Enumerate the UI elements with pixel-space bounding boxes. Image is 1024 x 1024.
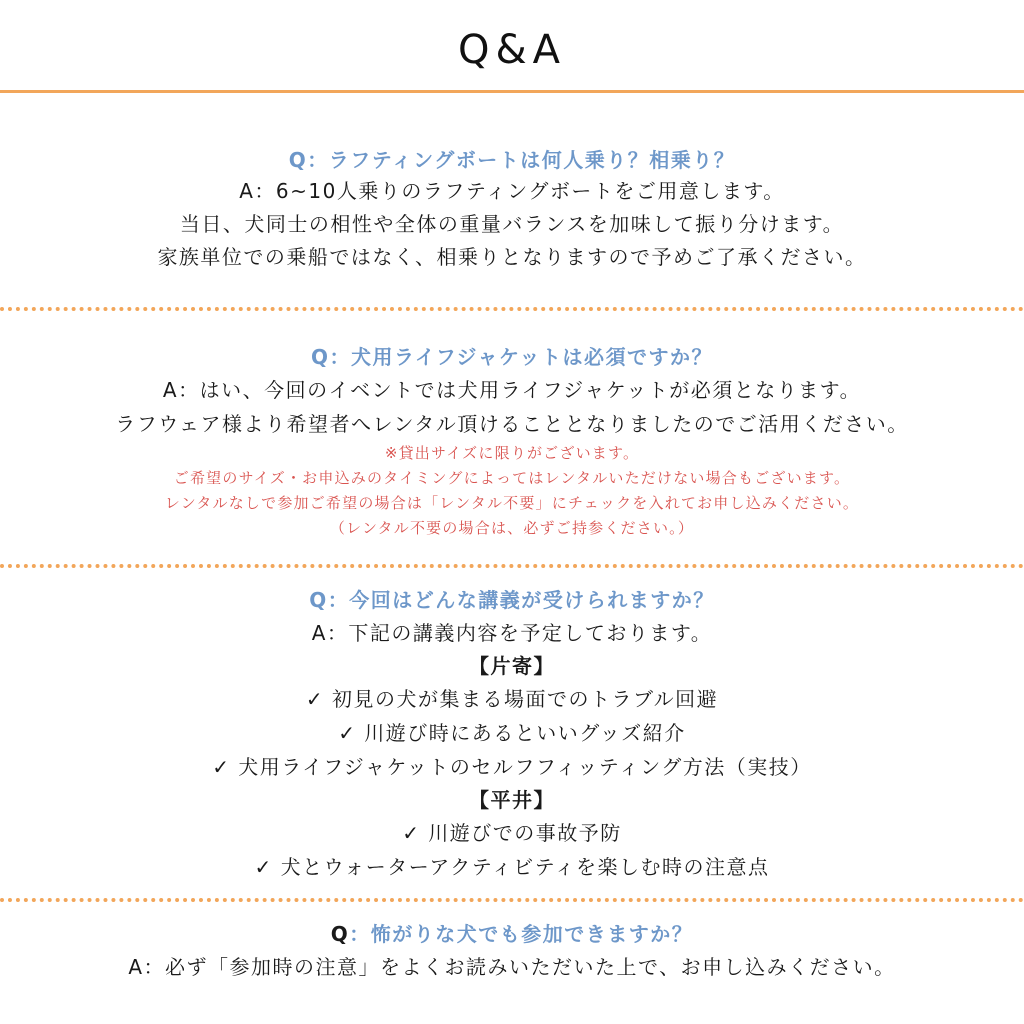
question-4 [0, 918, 1024, 950]
qa-block-3 [0, 584, 1024, 884]
qa-block-1 [0, 145, 1024, 274]
qa-block-4 [0, 918, 1024, 984]
lecture-item: ✓ 犬用ライフジャケットのセルフフィッティング方法（実技） [212, 755, 812, 779]
question-2: Q：犬用ライフジャケットは必須ですか？ [310, 345, 714, 369]
lecture-item: ✓ 川遊びでの事故予防 [402, 821, 622, 845]
answer-2-line-1: A：はい、今回のイベントでは犬用ライフジャケットが必須となります。 [162, 378, 862, 402]
answer-1-line-1: A：6~10人乗りのラフティングボートをご用意します。 [239, 179, 785, 203]
lecture-item: ✓ 川遊び時にあるといいグッズ紹介 [338, 721, 686, 745]
title-divider [0, 90, 1024, 93]
section-divider [0, 307, 1024, 311]
answer-1-line-2: 当日、犬同士の相性や全体の重量バランスを加味して振り分けます。 [179, 212, 845, 236]
lecturer-heading: 【平井】 [469, 788, 555, 812]
lecture-item: ✓ 初見の犬が集まる場面でのトラブル回避 [305, 687, 719, 711]
note-2-line-1: ※貸出サイズに限りがございます。 [384, 444, 640, 462]
section-divider [0, 898, 1024, 902]
question-1: Q：ラフティングボートは何人乗り？相乗り？ [288, 148, 736, 172]
answer-4: A：必ず「参加時の注意」をよくお読みいただいた上で、お申し込みください。 [128, 955, 896, 979]
answer-3: A：下記の講義内容を予定しております。 [311, 621, 713, 645]
question-3: Q：今回はどんな講義が受けられますか？ [309, 588, 715, 612]
question-4-text: ：怖がりな犬でも参加できますか？ [349, 922, 694, 946]
note-2-line-3: レンタルなしで参加ご希望の場合は「レンタル不要」にチェックを入れてお申し込みください。 [164, 494, 860, 512]
answer-1-line-3: 家族単位での乗船ではなく、相乗りとなりますので予めご了承ください。 [157, 245, 867, 269]
question-4-prefix: Q [330, 922, 350, 946]
lecturer-heading: 【片寄】 [469, 654, 555, 678]
page-title: Q&A [457, 27, 567, 73]
answer-2-line-2: ラフウェア様より希望者へレンタル頂けることとなりましたのでご活用ください。 [115, 412, 909, 436]
qa-block-2 [0, 341, 1024, 541]
note-2-line-4: （レンタル不要の場合は、必ずご持参ください。） [329, 519, 695, 537]
section-divider [0, 564, 1024, 568]
note-2-line-2: ご希望のサイズ・お申込みのタイミングによってはレンタルいただけない場合もございます。 [173, 469, 851, 487]
lecture-item: ✓ 犬とウォーターアクティビティを楽しむ時の注意点 [254, 855, 770, 879]
